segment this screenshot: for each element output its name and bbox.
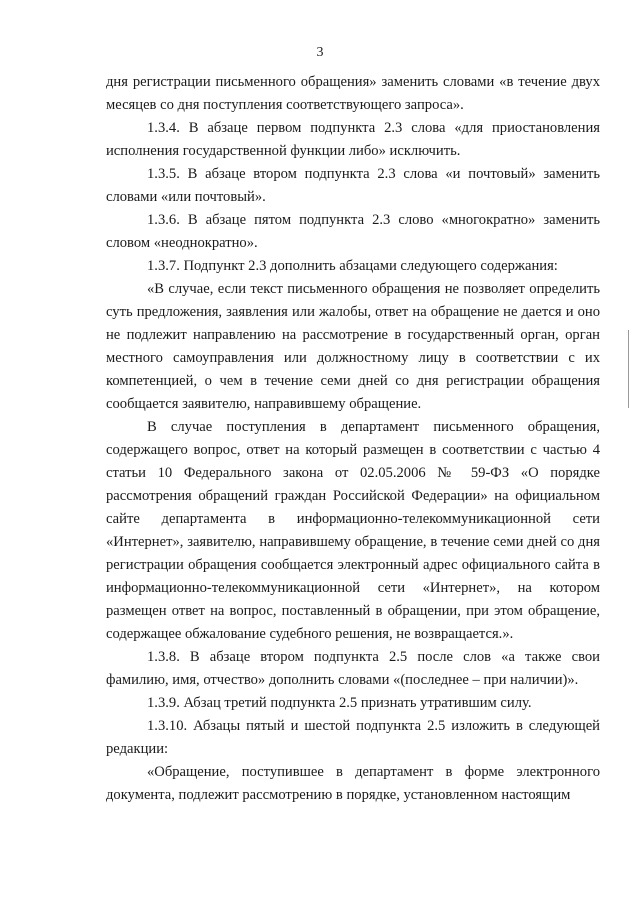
paragraph-quote-first: «В случае, если текст письменного обращения не позволяет определить суть предложения, заявления или жалобы, ответ на обращение не дается и оно не подлежит направлению на рассмотрение в государственный орган, орган местного самоуправления или должностному лицу в соответствии с их компетенцией, о чем в течение семи дней со дня регистрации обращения сообщается заявителю, направившему обращение. [106,281,600,412]
paragraph-quote-second: В случае поступления в департамент письменного обращения, содержащего вопрос, ответ на который размещен в соответствии с частью 4 статьи 10 Федерального закона от 02.05.2006 № 59-ФЗ «О порядке рассмотрения обращений граждан Российской Федерации» на официальном сайте департамента в информационно-телекоммуникационной сети «Интернет», заявителю, направившему обращение, в течение семи дней со дня регистрации обращения сообщается электронный адрес официального сайта в информационно-телекоммуникационной сети «Интернет», на котором размещен ответ на вопрос, поставленный в обращении, при этом обращение, содержащее обжалование судебного решения, не возвращается.». [106,419,600,642]
paragraph-1-3-4: 1.3.4. В абзаце первом подпункта 2.3 слова «для приостановления исполнения государственной функции либо» исключить. [106,120,600,159]
document-body [106,71,600,807]
paragraph-1-3-8: 1.3.8. В абзаце втором подпункта 2.5 после слов «а также свои фамилию, имя, отчество» дополнить словами «(последнее – при наличии)». [106,649,600,688]
paragraph-quote-electronic: «Обращение, поступившее в департамент в форме электронного документа, подлежит рассмотрению в порядке, установленном настоящим [106,764,600,803]
paragraph-continuation: дня регистрации письменного обращения» заменить словами «в течение двух месяцев со дня поступления соответствующего запроса». [106,74,600,113]
paragraph-1-3-10: 1.3.10. Абзацы пятый и шестой подпункта 2.5 изложить в следующей редакции: [106,718,600,757]
paragraph-1-3-5: 1.3.5. В абзаце втором подпункта 2.3 слова «и почтовый» заменить словами «или почтовый». [106,166,600,205]
paragraph-1-3-6: 1.3.6. В абзаце пятом подпункта 2.3 слово «многократно» заменить словом «неоднократно». [106,212,600,251]
page-number: 3 [316,45,324,60]
paragraph-1-3-9: 1.3.9. Абзац третий подпункта 2.5 признать утратившим силу. [147,695,532,711]
margin-scan-line [628,330,629,408]
paragraph-1-3-7: 1.3.7. Подпункт 2.3 дополнить абзацами следующего содержания: [147,258,558,274]
